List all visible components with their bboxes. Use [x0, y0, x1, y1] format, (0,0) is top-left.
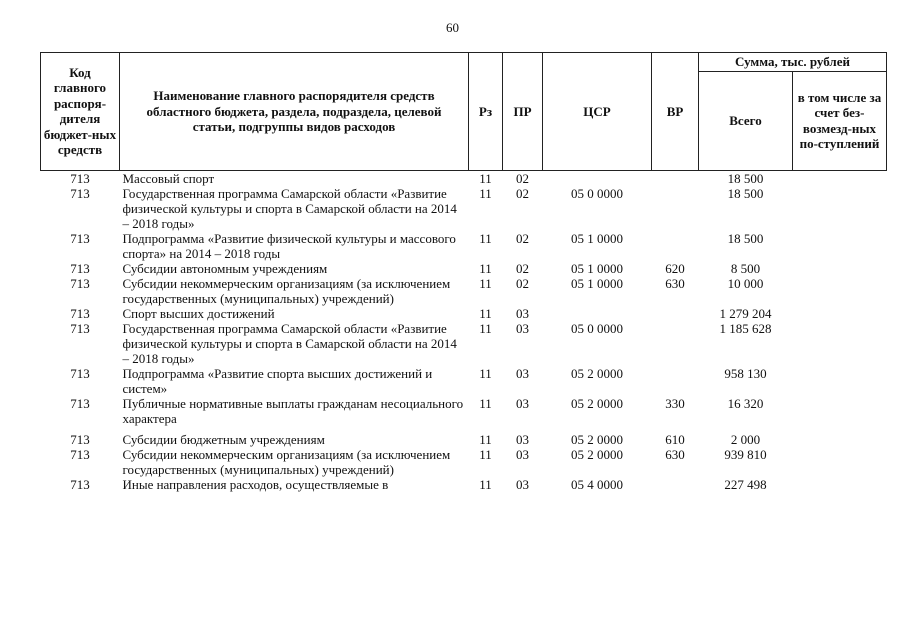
cell-incl — [793, 170, 887, 186]
table-body — [41, 170, 887, 492]
cell-total: 18 500 — [727, 170, 764, 186]
cell-name: Субсидии автономным учреждениям — [122, 260, 328, 276]
cell-rz: 11 — [479, 476, 492, 492]
cell-code: 713 — [70, 185, 90, 201]
cell-total: 10 000 — [727, 275, 764, 291]
cell-name: Субсидии некоммерческим организациям (за исключением государственных (муниципальных) учреждений) — [122, 275, 451, 306]
cell-rz: 11 — [479, 365, 492, 381]
cell-rz: 11 — [479, 230, 492, 246]
cell-incl — [793, 366, 887, 396]
cell-vr — [652, 366, 699, 396]
table-row — [41, 276, 887, 306]
cell-vr — [652, 321, 699, 366]
table-row — [41, 186, 887, 231]
cell-name: Подпрограмма «Развитие спорта высших достижений и систем» — [122, 365, 433, 396]
cell-csr: 05 1 0000 — [571, 275, 623, 291]
cell-rz: 11 — [479, 395, 492, 411]
cell-total: 1 279 204 — [719, 305, 772, 321]
cell-incl — [793, 276, 887, 306]
cell-name: Государственная программа Самарской области «Развитие физической культуры и спорта в Самарской области на 2014 – 2018 годы» — [122, 185, 457, 231]
header-vr: ВР — [652, 53, 699, 171]
cell-total: 2 000 — [730, 431, 761, 447]
cell-pr: 03 — [516, 395, 529, 411]
cell-rz: 11 — [479, 320, 492, 336]
cell-vr — [652, 231, 699, 261]
cell-rz: 11 — [479, 446, 492, 462]
cell-vr — [652, 477, 699, 492]
cell-vr — [652, 186, 699, 231]
cell-pr: 03 — [516, 476, 529, 492]
cell-pr: 03 — [516, 365, 529, 381]
cell-name: Иные направления расходов, осуществляемые в — [122, 476, 389, 492]
cell-name: Спорт высших достижений — [122, 305, 275, 321]
cell-incl — [793, 447, 887, 477]
header-pr: ПР — [503, 53, 543, 171]
cell-name: Государственная программа Самарской области «Развитие физической культуры и спорта в Самарской области на 2014 – 2018 годы» — [122, 320, 457, 366]
cell-name: Субсидии бюджетным учреждениям — [122, 431, 325, 447]
cell-code: 713 — [70, 305, 90, 321]
cell-rz: 11 — [479, 185, 492, 201]
cell-csr: 05 0 0000 — [571, 320, 623, 336]
cell-incl — [793, 426, 887, 447]
cell-pr: 03 — [516, 320, 529, 336]
cell-csr — [543, 306, 652, 321]
table-row — [41, 426, 887, 447]
cell-pr: 02 — [516, 260, 529, 276]
cell-incl — [793, 321, 887, 366]
cell-csr: 05 1 0000 — [571, 260, 623, 276]
cell-total: 939 810 — [724, 446, 767, 462]
cell-code: 713 — [70, 275, 90, 291]
table-row — [41, 321, 887, 366]
cell-rz: 11 — [479, 305, 492, 321]
cell-name: Массовый спорт — [122, 170, 215, 186]
table-row — [41, 396, 887, 426]
cell-csr: 05 2 0000 — [571, 395, 623, 411]
header-code: Код главного распоря-дителя бюджет-ных средств — [41, 53, 120, 171]
table-row — [41, 231, 887, 261]
cell-total: 1 185 628 — [719, 320, 772, 336]
cell-csr: 05 2 0000 — [571, 365, 623, 381]
cell-incl — [793, 477, 887, 492]
cell-csr: 05 1 0000 — [571, 230, 623, 246]
cell-total: 8 500 — [730, 260, 761, 276]
cell-pr: 03 — [516, 305, 529, 321]
header-sum-group: Сумма, тыс. рублей — [699, 53, 887, 72]
cell-pr: 02 — [516, 275, 529, 291]
cell-pr: 02 — [516, 170, 529, 186]
header-incl: в том числе за счет без-возмезд-ных по-ступлений — [793, 71, 887, 170]
table-header — [41, 53, 887, 171]
cell-csr: 05 0 0000 — [571, 185, 623, 201]
table-row — [41, 306, 887, 321]
cell-csr: 05 2 0000 — [571, 431, 623, 447]
cell-vr: 330 — [665, 395, 685, 411]
cell-incl — [793, 186, 887, 231]
cell-vr: 630 — [665, 446, 685, 462]
cell-incl — [793, 261, 887, 276]
cell-name: Публичные нормативные выплаты гражданам несоциального характера — [122, 395, 464, 426]
table-row — [41, 261, 887, 276]
cell-total: 958 130 — [724, 365, 767, 381]
cell-total: 227 498 — [724, 476, 767, 492]
cell-code: 713 — [70, 395, 90, 411]
cell-vr: 610 — [665, 431, 685, 447]
cell-vr: 630 — [665, 275, 685, 291]
page-number: 60 — [446, 20, 459, 35]
table-row — [41, 477, 887, 492]
cell-code: 713 — [70, 260, 90, 276]
cell-code: 713 — [70, 446, 90, 462]
cell-name: Подпрограмма «Развитие физической культуры и массового спорта» на 2014 – 2018 годы — [122, 230, 456, 261]
budget-table — [40, 52, 887, 492]
table-row — [41, 366, 887, 396]
cell-csr — [543, 170, 652, 186]
cell-pr: 03 — [516, 431, 529, 447]
cell-code: 713 — [70, 320, 90, 336]
cell-csr: 05 2 0000 — [571, 446, 623, 462]
cell-code: 713 — [70, 230, 90, 246]
cell-pr: 02 — [516, 185, 529, 201]
cell-total: 16 320 — [727, 395, 764, 411]
header-name: Наименование главного распорядителя средств областного бюджета, раздела, подраздела, целевой статьи, подгруппы видов расходов — [120, 53, 469, 171]
cell-code: 713 — [70, 476, 90, 492]
cell-name: Субсидии некоммерческим организациям (за исключением государственных (муниципальных) учреждений) — [122, 446, 451, 477]
cell-csr: 05 4 0000 — [571, 476, 623, 492]
cell-code: 713 — [70, 170, 90, 186]
cell-rz: 11 — [479, 275, 492, 291]
cell-vr: 620 — [665, 260, 685, 276]
cell-code: 713 — [70, 365, 90, 381]
table-row — [41, 447, 887, 477]
cell-incl — [793, 396, 887, 426]
cell-vr — [652, 306, 699, 321]
cell-vr — [652, 170, 699, 186]
table-row — [41, 170, 887, 186]
cell-pr: 02 — [516, 230, 529, 246]
cell-rz: 11 — [479, 431, 492, 447]
header-total: Всего — [699, 71, 793, 170]
cell-total: 18 500 — [727, 185, 764, 201]
cell-incl — [793, 306, 887, 321]
header-rz: Рз — [469, 53, 503, 171]
cell-total: 18 500 — [727, 230, 764, 246]
cell-incl — [793, 231, 887, 261]
cell-code: 713 — [70, 431, 90, 447]
cell-rz: 11 — [479, 170, 492, 186]
cell-pr: 03 — [516, 446, 529, 462]
header-csr: ЦСР — [543, 53, 652, 171]
cell-rz: 11 — [479, 260, 492, 276]
